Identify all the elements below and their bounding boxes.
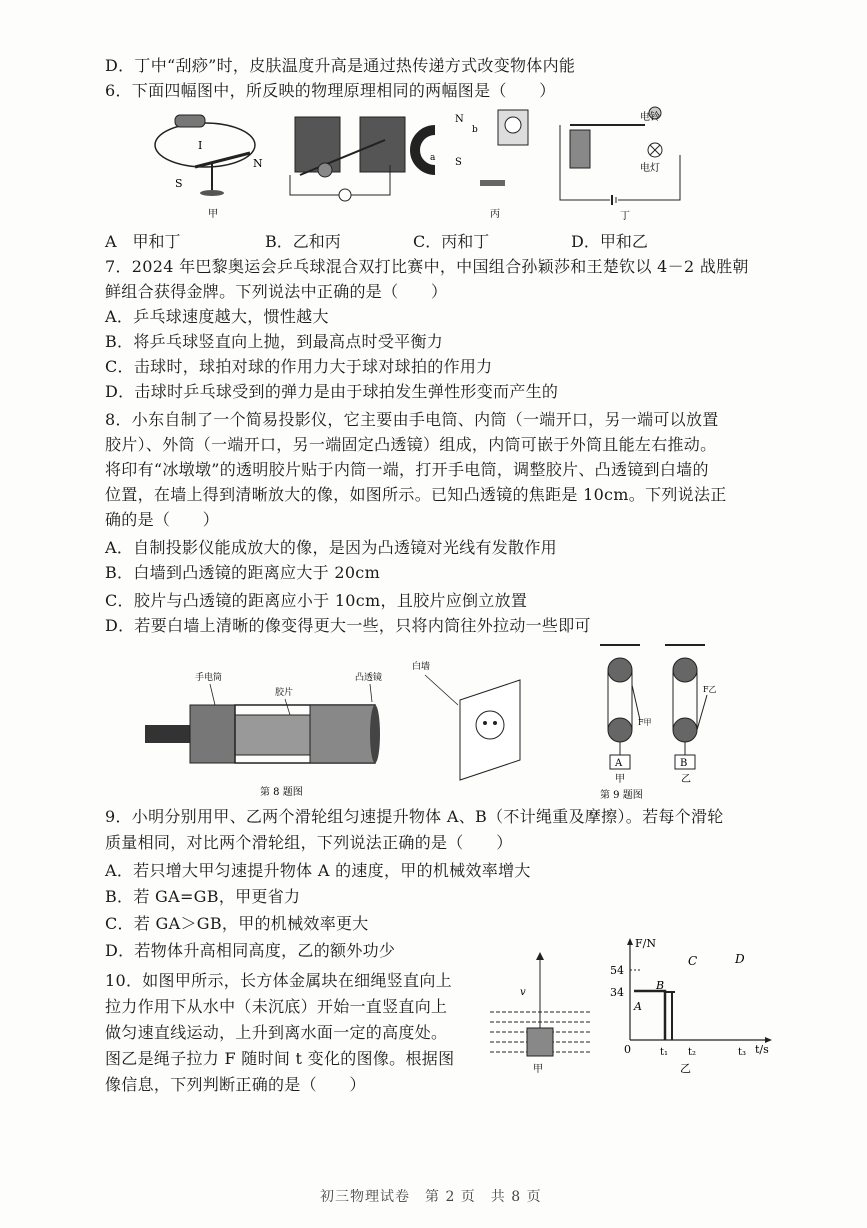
fig6-ding-caption: 丁 — [620, 211, 630, 222]
fig8-film-label: 胶片 — [275, 688, 294, 698]
question-7-line-2: 鲜组合获得金牌。下列说法中正确的是（ ） — [105, 282, 448, 301]
fig6-ding — [560, 107, 680, 222]
question-6: 6．下面四幅图中，所反映的物理原理相同的两幅图是（ ） — [105, 81, 556, 100]
x-tick-t1: t₁ — [660, 1047, 669, 1058]
q7-option-d[interactable]: D．击球时乒乓球受到的弹力是由于球拍发生弹性形变而产生的 — [105, 382, 559, 401]
question-9-line-2: 质量相同，对比两个滑轮组，下列说法正确的是（ ） — [105, 833, 513, 852]
q8-option-a[interactable]: A．自制投影仪能成放大的像，是因为凸透镜对光线有发散作用 — [105, 538, 557, 557]
fig6-lamp-label: 电灯 — [640, 163, 660, 174]
q6-option-a[interactable]: A 甲和丁 — [105, 232, 181, 251]
q8-option-d[interactable]: D．若要白墙上清晰的像变得更大一些，只将内筒往外拉动一些即可 — [105, 616, 591, 635]
fig9-f-jia: F甲 — [638, 718, 652, 727]
origin-label: 0 — [624, 1043, 631, 1056]
question-8-line-3: 将印有“冰墩墩”的透明胶片贴于内筒一端，打开手电筒，调整胶片、凸透镜到白墙的 — [105, 460, 709, 479]
question-10-line-3: 做匀速直线运动，上升到离水面一定的高度处。 — [105, 1023, 448, 1042]
fig6-jia — [155, 115, 263, 220]
x-tick-t3: t₃ — [738, 1047, 747, 1058]
point-a-label: A — [634, 1000, 642, 1013]
fig8-lens-label: 凸透镜 — [355, 673, 383, 683]
fig9-caption: 第 9 题图 — [600, 790, 643, 800]
q8-option-b[interactable]: B．白墙到凸透镜的距离应大于 20cm — [105, 563, 381, 582]
q8-option-c[interactable]: C．胶片与凸透镜的距离应小于 10cm，且胶片应倒立放置 — [105, 591, 528, 610]
svg-text:b: b — [472, 125, 478, 135]
fig6-yi — [290, 117, 405, 201]
fig9-jia-caption: 甲 — [615, 774, 625, 785]
fig6-bell-label: 电铃 — [640, 112, 660, 123]
question-10-line-1: 10．如图甲所示，长方体金属块在细绳竖直向上 — [105, 971, 452, 990]
svg-text:a: a — [430, 153, 436, 163]
question-9-line-1: 9．小明分别用甲、乙两个滑轮组匀速提升物体 A、B（不计绳重及摩擦）。若每个滑轮 — [105, 807, 724, 826]
point-c-label: C — [688, 954, 698, 968]
question-8-line-1: 8．小东自制了一个简易投影仪，它主要由手电筒、内筒（一端开口，另一端可以放置 — [105, 410, 719, 429]
point-d-label: D — [735, 952, 745, 966]
q9-option-c[interactable]: C．若 GA＞GB，甲的机械效率更大 — [105, 914, 369, 933]
page-footer: 初三物理试卷 第 2 页 共 8 页 — [320, 1189, 542, 1205]
fig6-n-label: N — [253, 157, 263, 170]
q7-option-c[interactable]: C．击球时，球拍对球的作用力大于球对球拍的作用力 — [105, 357, 493, 376]
fig9-f-yi: F乙 — [703, 685, 717, 694]
fig10-yi-caption: 乙 — [680, 1062, 691, 1075]
q6-option-c[interactable]: C．丙和丁 — [413, 232, 490, 251]
figure-10-jia — [485, 950, 595, 1075]
q6-option-b[interactable]: B．乙和丙 — [265, 232, 341, 251]
fig8-wall-label: 白墙 — [412, 662, 431, 672]
q7-option-b[interactable]: B．将乒乓球竖直向上抛，到最高点时受平衡力 — [105, 332, 444, 351]
question-8-line-5: 确的是（ ） — [105, 510, 220, 529]
figure-8 — [140, 660, 560, 800]
x-tick-t2: t₂ — [688, 1047, 697, 1058]
q9-option-b[interactable]: B．若 GA=GB，甲更省力 — [105, 887, 301, 906]
y-tick-34: 34 — [610, 986, 624, 999]
question-10-line-4: 图乙是绳子拉力 F 随时间 t 变化的图像。根据图 — [105, 1049, 455, 1068]
fig10-velocity-label: v — [520, 987, 526, 998]
svg-text:S: S — [455, 157, 462, 168]
q9-option-a[interactable]: A．若只增大甲匀速提升物体 A 的速度，甲的机械效率增大 — [105, 861, 531, 880]
fig6-s-label: S — [175, 177, 183, 190]
svg-text:N: N — [455, 114, 464, 125]
x-axis-label: t/s — [755, 1043, 769, 1056]
fig8-flashlight-label: 手电筒 — [195, 673, 223, 683]
y-axis-label: F/N — [635, 937, 656, 950]
q9-option-d[interactable]: D．若物体升高相同高度，乙的额外功少 — [105, 941, 396, 960]
fig6-bing-caption: 丙 — [490, 209, 500, 220]
question-10-line-2: 拉力作用下从水中（未沉底）开始一直竖直向上 — [105, 997, 448, 1016]
fig6-jia-caption: 甲 — [208, 209, 218, 220]
q7-option-a[interactable]: A．乒乓球速度越大，惯性越大 — [105, 307, 329, 326]
fig8-caption: 第 8 题图 — [260, 787, 303, 798]
fig10-jia-caption: 甲 — [533, 1064, 543, 1075]
figure-6 — [150, 105, 690, 225]
fig9-block-a: A — [615, 758, 623, 769]
fig6-bing — [415, 110, 528, 220]
fig9-block-b: B — [680, 758, 688, 769]
question-7-line-1: 7．2024 年巴黎奥运会乒乓球混合双打比赛中，中国组合孙颖莎和王楚钦以 4－2 战胜朝 — [105, 257, 749, 276]
figure-10-yi-chart — [610, 935, 780, 1075]
y-tick-54: 54 — [610, 964, 624, 977]
figure-9 — [585, 640, 725, 800]
point-b-label: B — [656, 979, 665, 992]
q6-option-d[interactable]: D．甲和乙 — [571, 232, 648, 251]
question-8-line-4: 位置，在墙上得到清晰放大的像，如图所示。已知凸透镜的焦距是 10cm。下列说法正 — [105, 485, 727, 504]
question-8-line-2: 胶片）、外筒（一端开口，另一端固定凸透镜）组成，内筒可嵌于外筒且能左右推动。 — [105, 435, 717, 454]
fig6-current-label: I — [198, 139, 203, 152]
force-curve — [634, 991, 665, 1040]
fig9-yi-caption: 乙 — [681, 774, 691, 785]
q5-option-d: D．丁中“刮痧”时，皮肤温度升高是通过热传递方式改变物体内能 — [105, 56, 576, 75]
question-10-line-5: 像信息，下列判断正确的是（ ） — [105, 1075, 366, 1094]
